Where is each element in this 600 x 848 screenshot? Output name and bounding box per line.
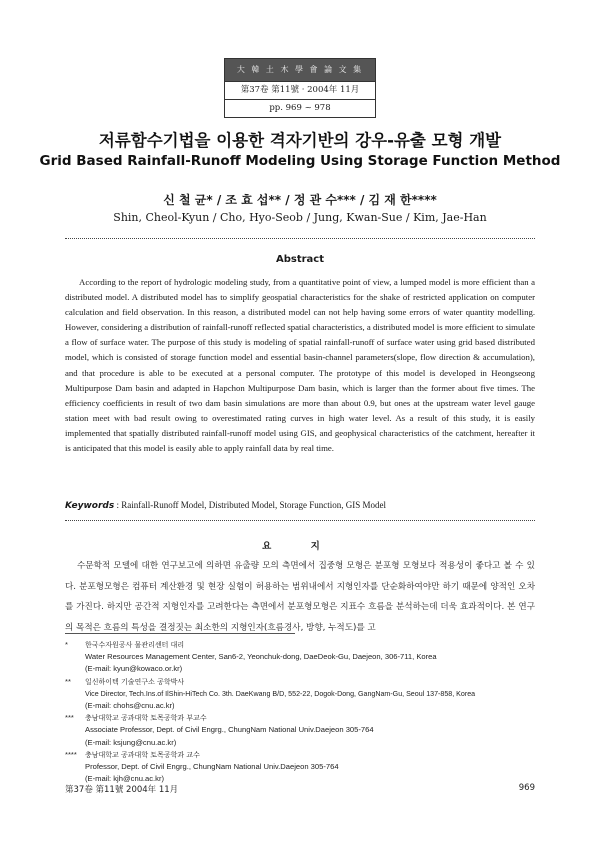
keywords-separator: : — [114, 500, 122, 510]
authors-korean: 신 철 균* / 조 효 섭** / 정 관 수*** / 김 재 한**** — [163, 193, 437, 207]
yoji-body — [65, 556, 535, 638]
footnote-affiliation-en: Water Resources Management Center, San6-2, Yeonchuk-dong, DaeDeok-Gu, Daejeon, 306-711, Korea — [85, 652, 437, 662]
yoji-text: 수문학적 모델에 대한 연구보고에 의하면 유출량 모의 측면에서 집중형 모형은 분포형 모형보다 적용성이 좋다고 볼 수 있다. 분포형모형은 컴퓨터 계산환경 및 현장 실험이 허용하는 범위내에서 지형인자를 단순화하여야만 하기 때문에 양적인 오차를 가진다. 하지만 공간적 지형인자를 고려한다는 측면에서 분포형모형은 지표수 흐름을 분석하는데 더욱 효과적이다. 본 연구의 목적은 흐름의 특성을 결정짓는 최소한의 지형인자(흐름경사, 방향, 누적도)를 고 — [65, 561, 535, 633]
abstract-body — [65, 275, 535, 456]
footnote-affiliation-en: Vice Director, Tech.Ins.of IlShin-HiTech Co. 3th. DaeKwang B/D, 552-22, Dogok-Dong, GangNam-Gu, Seoul 137-858, Korea — [85, 689, 476, 698]
footnote-1 — [65, 639, 535, 676]
footnote-mark: **** — [65, 749, 77, 759]
abstract-text: According to the report of hydrologic modeling study, from a quantitative point of view, a lumped model is more efficient than a distributed model. A distributed model has to simplify geospatial characteristics for the shake of restricted application on computer calculation and field observation. In this reason, a distributed model can not help having some errors of water quantity modelling. However, considering a distribution of rainfall-runoff reflected spatial characteristics, a distributed model is more efficient to simulate a flow of surface water. The purpose of this study is modeling of spatial rainfall-runoff of surface water using grid based distributed model, which is consisted of storage function model and essential basin-channel parameters(slope, flow direction & accumulation), and that procedure is able to be executed at a personal computer. The prototype of this model is developed in Heongseong Multipurpose Dam basin and adapted in Hapchon Multipurpose Dam basin, which is larger than the former about five times. The efficiency coefficients in result of two dam basin simulations are more than about 0.9, but ones at the upstream water level gauge station meet with bad result owing to overestimated rating curves in high water level. As a result of this study, it is easily implemented that spatially distributed rainfall-runoff model using GIS, and geophysical characteristics of the catchment, hereafter it is anticipated that this model is easily able to apply rainfall data by real time. — [65, 277, 535, 454]
keywords-text: Rainfall-Runoff Model, Distributed Model, Storage Function, GIS Model — [121, 500, 387, 510]
footnote-affiliation-ko: 한국수자원공사 물관리센터 대리 — [85, 641, 185, 649]
paper-title-korean: 저류함수기법을 이용한 격자기반의 강우-유출 모형 개발 — [98, 131, 502, 150]
footnote-rule — [65, 633, 295, 634]
divider-middle — [65, 520, 535, 521]
footnote-3 — [65, 712, 535, 749]
footer-journal-issue: 第37卷 第11號 2004年 11月 — [65, 785, 179, 795]
abstract-heading: Abstract — [275, 254, 325, 265]
footnote-affiliation-en: Professor, Dept. of Civil Engrg., ChungNam National Univ.Daejeon 305-764 — [85, 762, 339, 772]
footnote-email: (E-mail: kjh@cnu.ac.kr) — [85, 774, 165, 784]
footnote-affiliation-en: Associate Professor, Dept. of Civil Engrg., ChungNam National Univ.Daejeon 305-764 — [85, 725, 374, 735]
footnote-mark: *** — [65, 713, 74, 723]
footnote-email: (E-mail: kyun@kowaco.or.kr) — [85, 664, 183, 674]
footnote-4 — [65, 749, 535, 786]
journal-issue: 第37卷 第11號 · 2004年 11月 — [225, 81, 375, 99]
footnote-2 — [65, 676, 535, 713]
footnote-affiliation-ko: 충남대학교 공과대학 토목공학과 부교수 — [85, 714, 207, 723]
keywords — [65, 500, 535, 511]
journal-header-box — [224, 58, 376, 118]
keywords-label: Keywords — [65, 501, 115, 511]
footnotes — [65, 639, 535, 785]
paper-title-english: Grid Based Rainfall-Runoff Modeling Using Storage Function Method — [39, 153, 561, 169]
footnote-mark: * — [65, 640, 68, 649]
footnote-affiliation-ko: 일신하이텍 기술연구소 공학박사 — [85, 677, 185, 686]
journal-pages: pp. 969 ~ 978 — [225, 99, 375, 117]
footnote-mark: ** — [65, 676, 71, 686]
footnote-email: (E-mail: ksjung@cnu.ac.kr) — [85, 737, 177, 747]
footnote-affiliation-ko: 충남대학교 공과대학 토목공학과 교수 — [85, 750, 200, 759]
journal-name: 大 韓 土 木 學 會 論 文 集 — [225, 59, 375, 81]
divider-top — [65, 238, 535, 239]
authors-english: Shin, Cheol-Kyun / Cho, Hyo-Seob / Jung, Kwan-Sue / Kim, Jae-Han — [113, 211, 487, 224]
footnote-email: (E-mail: chohs@cnu.ac.kr) — [85, 701, 175, 711]
yoji-heading: 요 지 — [262, 541, 338, 552]
page-number: 969 — [518, 783, 535, 793]
